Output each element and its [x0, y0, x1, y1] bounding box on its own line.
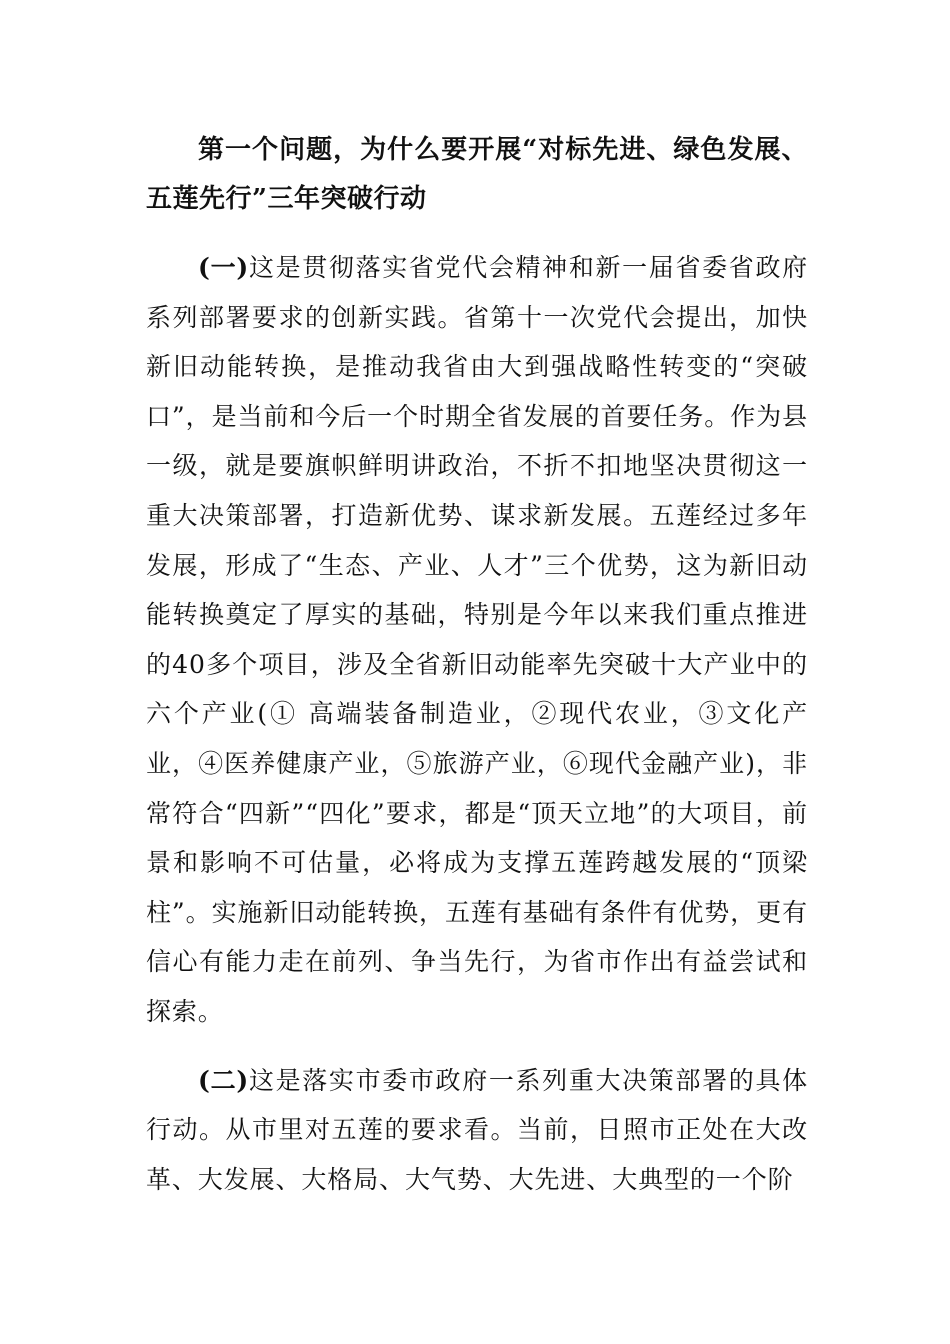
document-page	[146, 126, 808, 1204]
paragraph-2-text: 这是落实市委市政府一系列重大决策部署的具体行动。从市里对五莲的要求看。当前，日照市正处在大改革、大发展、大格局、大气势、大先进、大典型的一个阶	[146, 1065, 808, 1194]
paragraph-1	[146, 243, 808, 1037]
paragraph-1-marker: (一)	[198, 253, 249, 282]
paragraph-1-text: 这是贯彻落实省党代会精神和新一届省委省政府系列部署要求的创新实践。省第十一次党代会提出，加快新旧动能转换，是推动我省由大到强战略性转变的“突破口”，是当前和今后一个时期全省发展的首要任务。作为县一级，就是要旗帜鲜明讲政治，不折不扣地坚决贯彻这一重大决策部署，打造新优势、谋求新发展。五莲经过多年发展，形成了“生态、产业、人才”三个优势，这为新旧动能转换奠定了厚实的基础，特别是今年以来我们重点推进的40多个项目，涉及全省新旧动能率先突破十大产业中的六个产业(① 高端装备制造业，②现代农业，③文化产业，④医养健康产业，⑤旅游产业，⑥现代金融产业)，非常符合“四新”“四化”要求，都是“顶天立地”的大项目，前景和影响不可估量，必将成为支撑五莲跨越发展的“顶梁柱”。实施新旧动能转换，五莲有基础有条件有优势，更有信心有能力走在前列、争当先行，为省市作出有益尝试和探索。	[146, 253, 808, 1026]
section-heading: 第一个问题，为什么要开展“对标先进、绿色发展、五莲先行”三年突破行动	[146, 135, 808, 214]
paragraph-2-marker: (二)	[198, 1065, 249, 1095]
paragraph-2	[146, 1056, 808, 1205]
